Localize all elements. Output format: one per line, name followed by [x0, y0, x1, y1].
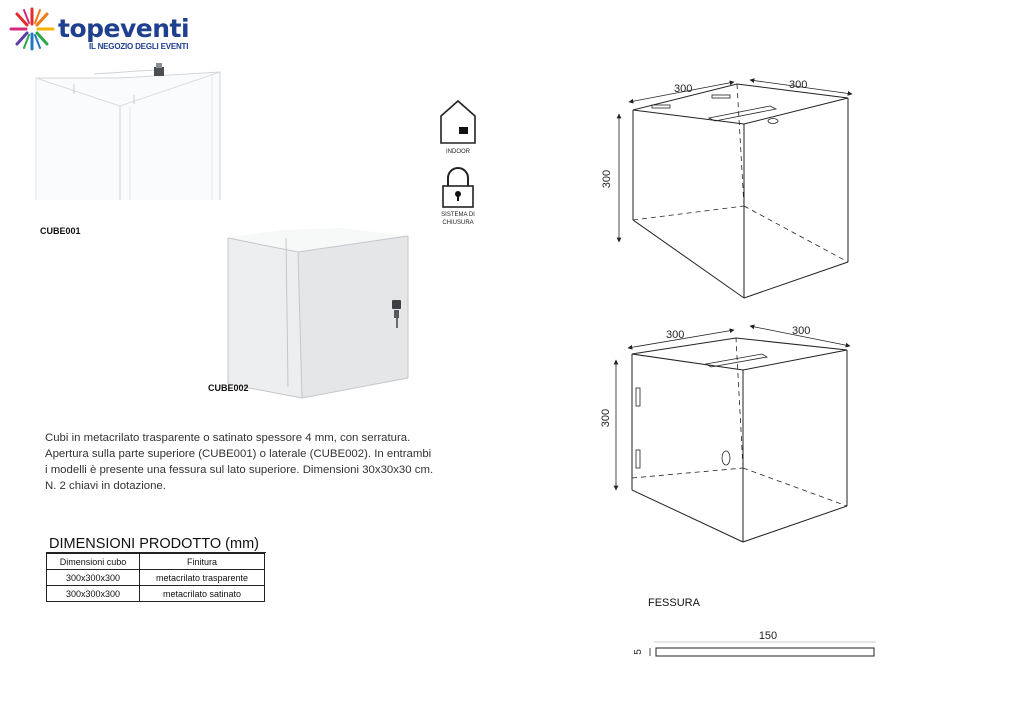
table-cell: metacrilato trasparente [140, 570, 265, 586]
product-code-cube002: CUBE002 [208, 383, 249, 393]
product-code-cube001: CUBE001 [40, 226, 81, 236]
description-line: N. 2 chiavi in dotazione. [45, 480, 166, 492]
table-header-row [47, 554, 265, 570]
product-image-cube002 [222, 222, 412, 402]
dim-height: 300 [600, 408, 612, 428]
product-description [45, 430, 505, 494]
description-line: Cubi in metacrilato trasparente o satinato spessore 4 mm, con serratura. [45, 432, 411, 444]
indoor-caption: INDOOR [446, 149, 470, 155]
table-cell: 300x300x300 [47, 586, 140, 602]
dim-width-left: 300 [666, 329, 685, 341]
technical-drawing-top-opening [594, 74, 864, 304]
house-icon [438, 98, 478, 146]
closing-system-caption-line1: SISTEMA DI [441, 212, 475, 218]
table-row [47, 586, 265, 602]
slot-label: FESSURA [648, 597, 700, 609]
logo-sunburst-icon [6, 6, 58, 52]
product-image-cube001 [34, 60, 224, 200]
slot-height: 5 [633, 649, 644, 655]
slot-detail-drawing [630, 626, 880, 666]
technical-drawing-side-opening [594, 318, 864, 548]
dim-height: 300 [601, 169, 613, 189]
table-row [47, 570, 265, 586]
dimensions-table [46, 553, 265, 602]
closing-system-caption-line2: CHIUSURA [442, 220, 474, 226]
padlock-icon [438, 164, 478, 210]
logo-tagline: IL NEGOZIO DEGLI EVENTI [89, 42, 189, 51]
dim-width-right: 300 [792, 325, 811, 337]
dimensions-title: DIMENSIONI PRODOTTO (mm) [49, 536, 259, 552]
logo-wordmark: topeventi [58, 14, 190, 43]
table-cell: 300x300x300 [47, 570, 140, 586]
header-cell: Dimensioni cubo [47, 554, 140, 570]
header-cell: Finitura [140, 554, 265, 570]
description-line: i modelli è presente una fessura sul lato superiore. Dimensioni 30x30x30 cm. [45, 464, 434, 476]
table-cell: metacrilato satinato [140, 586, 265, 602]
dim-width-left: 300 [674, 83, 693, 95]
slot-length: 150 [758, 630, 778, 642]
dim-width-right: 300 [789, 79, 808, 91]
description-line: Apertura sulla parte superiore (CUBE001) o laterale (CUBE002). In entrambi [45, 448, 432, 460]
